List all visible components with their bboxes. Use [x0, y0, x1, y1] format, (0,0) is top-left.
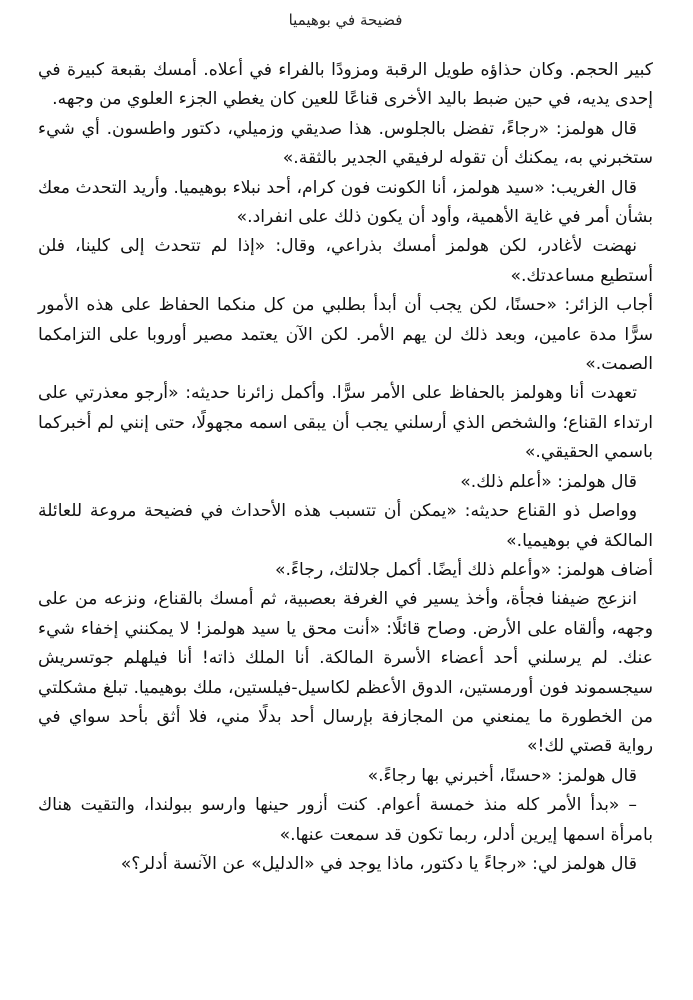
paragraph: أضاف هولمز: «وأعلم ذلك أيضًا. أكمل جلالتك، رجاءً.»	[274, 559, 653, 580]
paragraph: انزعج ضيفنا فجأة، وأخذ يسير في الغرفة بعصبية، ثم أمسك بالقناع، ونزعه من على وجهه، وألقاه على الأرض. وصاح قائلًا: «أنت محق يا سيد هولمز! لا يمكنني إخفاء شيء عنك. لم يرسلني أحد أعضاء الأسرة المالكة. أنا الملك ذاته! أنا فيلهلم جوتسريش سيجسموند فون أورمستين، الدوق الأعظم لكاسيل-فيلستين، ملك بوهيميا. تبلغ مشكلتي من الخطورة ما يمنعني من المجازفة بإرسال أحد بدلًا مني، فلا أثق بأحد سواي في رواية قصتي لك!»	[38, 589, 653, 757]
paragraph: تعهدت أنا وهولمز بالحفاظ على الأمر سرًّا. وأكمل زائرنا حديثه: «أرجو معذرتي على ارتداء القناع؛ والشخص الذي أرسلني يجب أن يبقى اسمه مجهولًا، حتى إنني لم أخبركما باسمي الحقيقي.»	[38, 383, 653, 463]
paragraph: قال الغريب: «سيد هولمز، أنا الكونت فون كرام، أحد نبلاء بوهيميا. وأريد التحدث معك بشأن أمر في غاية الأهمية، وأود أن يكون ذلك على انفراد.»	[38, 177, 653, 228]
body-text	[38, 56, 653, 879]
paragraph: نهضت لأغادر، لكن هولمز أمسك بذراعي، وقال: «إذا لم تتحدث إلى كلينا، فلن أستطيع مساعدتك.»	[38, 236, 653, 286]
paragraph: قال هولمز لي: «رجاءً يا دكتور، ماذا يوجد في «الدليل» عن الآنسة أدلر؟»	[120, 853, 637, 874]
paragraph: – «بدأ الأمر كله منذ خمسة أعوام. كنت أزور حينها وارسو ببولندا، والتقيت هناك بامرأة اسمها إيرين أدلر، ربما تكون قد سمعت عنها.»	[38, 795, 653, 845]
paragraph: وواصل ذو القناع حديثه: «يمكن أن تتسبب هذه الأحداث في فضيحة مروعة للعائلة المالكة في بوهيميا.»	[38, 501, 653, 551]
running-header: فضيحة في بوهيميا	[288, 11, 403, 29]
paragraph: أجاب الزائر: «حسنًا، لكن يجب أن أبدأ بطلبي من كل منكما الحفاظ على هذه الأمور سرًّا مدة عامين، وبعد ذلك لن يهم الأمر. لكن الآن يعتمد مصير أوروبا على التزامكما الصمت.»	[38, 295, 653, 375]
paragraph: قال هولمز: «رجاءً، تفضل بالجلوس. هذا صديقي وزميلي، دكتور واطسون. أي شيء ستخبرني به، يمكنك أن تقوله لرفيقي الجدير بالثقة.»	[38, 118, 653, 169]
paragraph: كبير الحجم. وكان حذاؤه طويل الرقبة ومزودًا بالفراء في أعلاه. أمسك بقبعة كبيرة في إحدى يديه، في حين ضبط باليد الأخرى قناعًا للعين كان يغطي الجزء العلوي من وجهه.	[38, 60, 653, 110]
paragraph: قال هولمز: «حسنًا، أخبرني بها رجاءً.»	[367, 765, 637, 786]
paragraph: قال هولمز: «أعلم ذلك.»	[460, 471, 637, 492]
